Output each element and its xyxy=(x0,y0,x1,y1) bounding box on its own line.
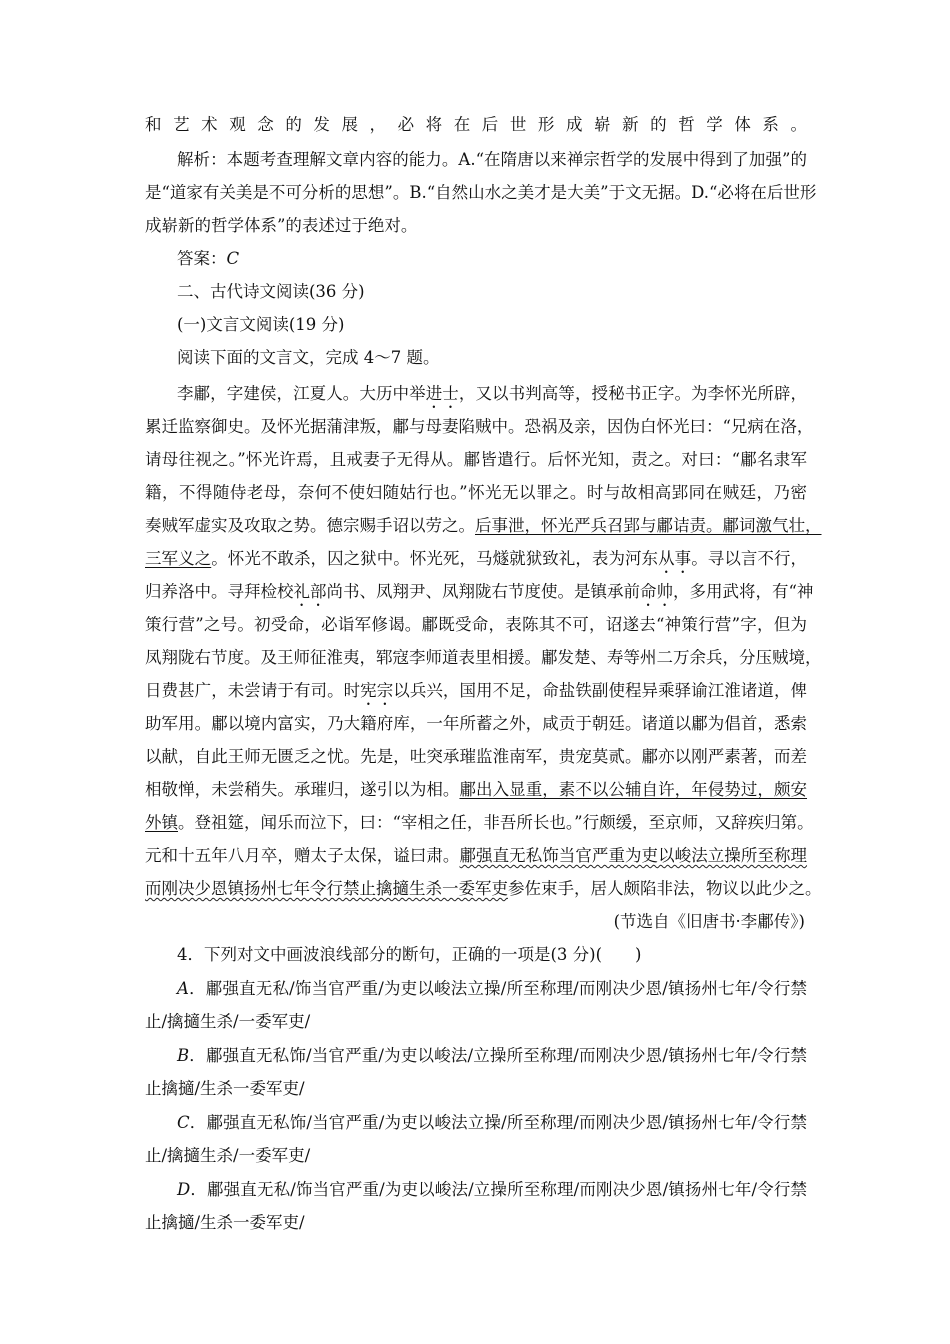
passage-line-10 xyxy=(145,680,807,709)
wavy-underlined-sentence: 而刚决少恩镇扬州七年令行禁止擒擿生杀一委军吏 xyxy=(145,879,508,898)
passage-text: 累迁监察御史。及怀光据蒲津叛，鄘与母妻陷贼中。恐祸及亲，因伪白怀光曰：“兄病在洛， xyxy=(145,417,814,436)
dotted-word: 命帅 xyxy=(640,582,673,601)
underlined-sentence: 鄘出入显重，素不以公辅自许，年侵势过，颇安 xyxy=(459,780,808,799)
option-text: 止擒擿/生杀一委军吏/ xyxy=(145,1079,305,1098)
dotted-word: 礼部 xyxy=(293,582,327,601)
passage-line-4 xyxy=(145,482,807,504)
source-text: (节选自《旧唐书·李鄘传》) xyxy=(613,912,805,931)
passage-line-15 xyxy=(145,845,807,867)
passage-text: 参佐束手，居人颇陷非法，物议以此少之。 xyxy=(508,879,822,898)
option-letter: C xyxy=(177,1113,190,1132)
analysis-line-3 xyxy=(145,215,417,237)
passage-line-13 xyxy=(145,779,807,801)
passage-text: 。怀光不敢杀，囚之狱中。怀光死，马燧就狱致礼，表为河东 xyxy=(211,549,659,568)
passage-text: 策行营”之号。初受命，必诣军修谒。鄘既受命，表陈其不可，诏遂去“神策行营”字，但为 xyxy=(145,615,807,634)
answer-value: C xyxy=(226,249,240,268)
passage-line-5 xyxy=(145,515,822,537)
passage-text: 籍，不得随侍老母，奈何不使妇随姑行也。”怀光无以罪之。时与故相高郢同在贼廷，乃密 xyxy=(145,483,807,502)
passage-text: 尚书、凤翔尹、凤翔陇右节度使。是镇承前 xyxy=(326,582,640,601)
passage-text: 日费甚广，未尝请于有司。时 xyxy=(145,681,361,700)
option-text: ．鄘强直无私饰/当官严重/为吏以峻法立操/所至称理/而刚决少恩/镇扬州七年/令行禁 xyxy=(189,1113,807,1132)
passage-text: ，多用武将，有“神 xyxy=(673,582,814,601)
intro-text: 和艺术观念的发展，必将在后世形成崭新的哲学体系。 xyxy=(145,115,807,134)
option-b-line-2 xyxy=(145,1078,305,1100)
passage-line-1 xyxy=(177,383,807,412)
passage-line-3 xyxy=(145,449,807,471)
dotted-word: 宪宗 xyxy=(360,681,394,700)
option-letter: A xyxy=(177,979,189,998)
passage-text: 相敬惮，未尝稍失。承璀归，遂引以为相。 xyxy=(145,780,460,799)
passage-line-7 xyxy=(145,581,814,610)
passage-text: 凤翔陇右节度。及王师征淮夷，郓寇李师道表里相援。鄘发楚、寿等州二万余兵，分压贼境， xyxy=(145,648,822,667)
section-subtitle-text: (一)文言文阅读(19 分) xyxy=(177,315,345,334)
answer-label: 答案： xyxy=(177,249,227,268)
wavy-underlined-sentence: 鄘强直无私饰当官严重为吏以峻法立操所至称理 xyxy=(459,846,808,865)
passage-text: 助军用。鄘以境内富实，乃大籍府库，一年所蓄之外，咸贡于朝廷。诸道以鄘为倡首，悉索 xyxy=(145,714,807,733)
passage-line-14 xyxy=(145,812,814,834)
passage-line-9 xyxy=(145,647,822,669)
option-text: 止擒擿/生杀一委军吏/ xyxy=(145,1213,305,1232)
underlined-sentence: 三军义之 xyxy=(145,549,212,568)
option-d-line-2 xyxy=(145,1212,305,1234)
passage-text: 以兵兴，国用不足，命盐铁副使程异乘驿谕江淮诸道，俾 xyxy=(393,681,808,700)
passage-text: 。寻以言不行， xyxy=(691,549,808,568)
intro-line xyxy=(145,114,807,136)
option-a-line-1 xyxy=(177,978,807,1000)
underlined-sentence: 后事泄，怀光严兵召郢与鄘诘责。鄘词激气壮， xyxy=(475,516,822,535)
passage-line-12 xyxy=(145,746,807,768)
passage-text: 归养洛中。寻拜检校 xyxy=(145,582,294,601)
answer-line xyxy=(177,248,239,270)
dotted-word: 进士 xyxy=(425,384,459,403)
option-text: 止/擒擿生杀/一委军吏/ xyxy=(145,1012,311,1031)
passage-source xyxy=(614,911,805,933)
option-letter: B xyxy=(177,1046,190,1065)
passage-text: ，又以书判高等，授秘书正字。为李怀光所辟， xyxy=(458,384,808,403)
passage-line-11 xyxy=(145,713,807,735)
underlined-sentence: 外镇 xyxy=(145,813,178,832)
passage-line-16 xyxy=(145,878,822,900)
option-text: ．鄘强直无私/饰当官严重/为吏以峻法/立操所至称理/而刚决少恩/镇扬州七年/令行禁 xyxy=(190,1180,807,1199)
option-text: ．鄘强直无私/饰当官严重/为吏以峻法立操/所至称理/而刚决少恩/镇扬州七年/令行禁 xyxy=(188,979,807,998)
analysis-text: 是“道家有关美是不可分析的思想”。B.“自然山水之美才是大美”于文无据。D.“必将在后世形 xyxy=(145,183,817,202)
passage-text: 请母往视之。”怀光许焉，且戒妻子无得从。鄘皆遣行。后怀光知，责之。对曰：“鄘名隶军 xyxy=(145,450,807,469)
passage-text: 元和十五年八月卒，赠太子太保，谥曰肃。 xyxy=(145,846,460,865)
section-title xyxy=(177,281,365,303)
analysis-line-1 xyxy=(177,149,807,171)
option-a-line-2 xyxy=(145,1011,310,1033)
section-title-text: 二、古代诗文阅读(36 分) xyxy=(177,282,365,301)
passage-text: 以献，自此王师无匮乏之忧。先是，吐突承璀监淮南军，贵宠莫贰。鄘亦以刚严素著，而差 xyxy=(145,747,807,766)
option-letter: D xyxy=(177,1180,191,1199)
option-b-line-1 xyxy=(177,1045,807,1067)
option-text: 止/擒擿生杀/一委军吏/ xyxy=(145,1146,311,1165)
section-subtitle xyxy=(177,314,345,336)
passage-line-6 xyxy=(145,548,807,577)
passage-text: 奏贼军虚实及攻取之势。德宗赐手诏以劳之。 xyxy=(145,516,475,535)
analysis-text: 成崭新的哲学体系”的表述过于绝对。 xyxy=(145,216,418,235)
question-4-stem xyxy=(177,944,642,966)
analysis-text: 解析：本题考查理解文章内容的能力。A.“在隋唐以来禅宗哲学的发展中得到了加强”的 xyxy=(177,150,807,169)
dotted-word: 从事 xyxy=(658,549,692,568)
option-d-line-1 xyxy=(177,1179,807,1201)
instruction xyxy=(177,347,440,369)
instruction-text: 阅读下面的文言文，完成 4～7 题。 xyxy=(177,348,440,367)
option-text: ．鄘强直无私饰/当官严重/为吏以峻法/立操所至称理/而刚决少恩/镇扬州七年/令行禁 xyxy=(189,1046,807,1065)
passage-line-8 xyxy=(145,614,807,636)
analysis-line-2 xyxy=(145,182,817,204)
option-c-line-2 xyxy=(145,1145,310,1167)
passage-line-2 xyxy=(145,416,814,438)
passage-text: 。登祖筵，闻乐而泣下，曰：“宰相之任，非吾所长也。”行颇缓，至京师，又辞疾归第。 xyxy=(178,813,814,832)
passage-text: 李鄘，字建侯，江夏人。大历中举 xyxy=(177,384,426,403)
question-stem-text: 4．下列对文中画波浪线部分的断句，正确的一项是(3 分)( ) xyxy=(177,945,642,964)
option-c-line-1 xyxy=(177,1112,807,1134)
